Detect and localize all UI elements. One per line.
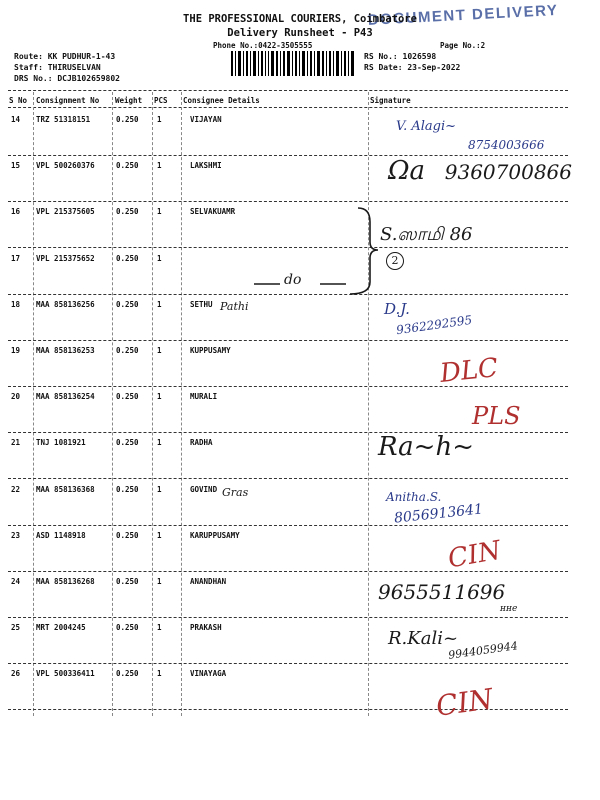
column-header-consignment: Consignment No <box>36 96 100 105</box>
handwritten-circled-count: 2 <box>386 252 404 270</box>
page-number: Page No.:2 <box>440 41 486 50</box>
row-pcs: 1 <box>157 530 162 540</box>
row-consignment-no: VPL 215375652 <box>36 253 95 263</box>
row-consignee: KUPPUSAMY <box>190 346 231 355</box>
row-pcs: 1 <box>157 207 162 217</box>
title-line-runsheet: Delivery Runsheet - P43 <box>227 27 373 39</box>
row-consignment-no: MAA 858136268 <box>36 577 95 586</box>
row-divider <box>8 155 568 156</box>
title-line-company: THE PROFESSIONAL COURIERS, Coimbatore <box>183 13 417 25</box>
row-sno: 20 <box>11 392 21 402</box>
row-consignment-no: MAA 858136254 <box>36 392 95 402</box>
signature-radha: Ra~h~ <box>378 432 474 462</box>
row-divider <box>8 571 568 572</box>
handwritten-phone-row14: 8754003666 <box>468 138 545 152</box>
row-consignment-no: ASD 1148918 <box>36 530 86 540</box>
row-consignment-no: MAA 858136253 <box>36 346 95 355</box>
row-pcs: 1 <box>157 392 162 402</box>
signature-prakash: R.Kali~ <box>388 628 459 649</box>
row-sno: 23 <box>11 530 21 540</box>
row-consignment-no: TRZ 51318151 <box>36 115 91 124</box>
signature-sethu: D.J. <box>384 300 410 318</box>
row-consignee: SETHU <box>190 299 213 309</box>
row-pcs: 1 <box>157 438 162 448</box>
row-divider <box>8 340 568 341</box>
row-divider <box>8 201 568 202</box>
handwritten-ditto: do <box>284 272 302 288</box>
row-weight: 0.250 <box>116 484 139 494</box>
runsheet-info-right <box>364 51 460 73</box>
row-sno: 26 <box>11 669 21 679</box>
signature-anandhan: ʜʜe <box>500 604 518 614</box>
row-sno: 21 <box>11 438 21 448</box>
row-weight: 0.250 <box>116 577 139 586</box>
row-consignee: LAKSHMI <box>190 161 222 171</box>
barcode-image <box>230 51 355 76</box>
row-divider <box>8 386 568 387</box>
signature-lakshmi: Ωa <box>388 156 426 186</box>
row-consignee: VINAYAGA <box>190 669 227 679</box>
handwritten-note-row26: CIN <box>433 682 496 723</box>
row-divider <box>8 663 568 664</box>
row-sno: 19 <box>11 346 21 355</box>
column-header-signature: Signature <box>370 96 411 105</box>
row-consignment-no: TNJ 1081921 <box>36 438 86 448</box>
column-header-weight: Weight <box>115 96 143 105</box>
row-sno: 16 <box>11 207 21 217</box>
row-consignee: VIJAYAN <box>190 115 222 124</box>
runsheet-info-left <box>14 51 120 84</box>
row-consignment-no: MAA 858136256 <box>36 299 95 309</box>
row-divider <box>8 247 568 248</box>
row-pcs: 1 <box>157 346 162 355</box>
row-consignment-no: MAA 858136368 <box>36 484 95 494</box>
row-divider <box>8 478 568 479</box>
row-consignment-no: MRT 2004245 <box>36 623 86 633</box>
row-pcs: 1 <box>157 299 162 309</box>
handwritten-phone-row25: 9944059944 <box>447 639 519 662</box>
row-weight: 0.250 <box>116 392 139 402</box>
row-consignment-no: VPL 500336411 <box>36 669 95 679</box>
drs-number: DRS No.: DCJB102659802 <box>14 74 120 83</box>
row-consignee: GOVIND <box>190 484 218 494</box>
column-header-sno: S No <box>9 96 28 105</box>
row-sno: 25 <box>11 623 21 633</box>
signature-govind: Anitha.S. <box>386 490 442 504</box>
row-weight: 0.250 <box>116 346 139 355</box>
row-weight: 0.250 <box>116 161 139 171</box>
row-pcs: 1 <box>157 161 162 171</box>
handwritten-phone-row18: 9362292595 <box>395 312 473 338</box>
row-divider <box>8 617 568 618</box>
row-consignee: SELVAKUAMR <box>190 207 236 217</box>
row-pcs: 1 <box>157 115 162 124</box>
handwritten-note-row19: DLC <box>438 353 500 389</box>
route-label: Route: KK PUDHUR-1-43 <box>14 52 116 61</box>
row-sno: 15 <box>11 161 21 171</box>
row-consignee: ANANDHAN <box>190 577 227 586</box>
handwritten-phone-row22: 8056913641 <box>393 501 484 527</box>
row-sno: 14 <box>11 115 21 124</box>
handwritten-phone-row24: 9655511696 <box>378 580 506 604</box>
row-pcs: 1 <box>157 623 162 633</box>
phone-number: Phone No.:0422-3505555 <box>213 41 313 50</box>
row-divider <box>8 525 568 526</box>
row-weight: 0.250 <box>116 438 139 448</box>
row-weight: 0.250 <box>116 207 139 217</box>
handwritten-phone-row15: 9360700866 <box>444 160 572 184</box>
row-pcs: 1 <box>157 484 162 494</box>
column-header-consignee: Consignee Details <box>183 96 260 105</box>
page-title <box>140 12 460 40</box>
row-weight: 0.250 <box>116 115 139 124</box>
row-sno: 22 <box>11 484 21 494</box>
row-divider <box>8 432 568 433</box>
row-pcs: 1 <box>157 253 162 263</box>
row-divider <box>8 294 568 295</box>
row-weight: 0.250 <box>116 669 139 679</box>
row-consignee: PRAKASH <box>190 623 222 633</box>
row-consignment-no: VPL 215375605 <box>36 207 95 217</box>
document-delivery-stamp: DOCUMENT DELIVERY <box>367 1 559 29</box>
column-header-pcs: PCS <box>154 96 168 105</box>
table-top-divider <box>8 90 568 91</box>
row-pcs: 1 <box>157 669 162 679</box>
row-weight: 0.250 <box>116 299 139 309</box>
handwritten-note-row23: CIN <box>445 535 504 575</box>
rs-date: RS Date: 23-Sep-2022 <box>364 63 461 72</box>
row-sno: 18 <box>11 299 21 309</box>
row-consignee: RADHA <box>190 438 213 448</box>
handwritten-name-note-row18: Pathi <box>220 300 249 313</box>
signature-vijayan: V. Alagi~ <box>396 119 457 134</box>
row-consignee: MURALI <box>190 392 218 402</box>
rs-number: RS No.: 1026598 <box>364 52 437 61</box>
handwritten-name-note-row22: Gras <box>222 486 249 499</box>
staff-label: Staff: THIRUSELVAN <box>14 63 101 72</box>
signature-selvakumar: S.ஸாமி 86 <box>380 224 473 245</box>
row-weight: 0.250 <box>116 623 139 633</box>
handwritten-note-row20: PLS <box>472 402 521 430</box>
row-weight: 0.250 <box>116 530 139 540</box>
row-weight: 0.250 <box>116 253 139 263</box>
row-sno: 17 <box>11 253 21 263</box>
row-sno: 24 <box>11 577 21 586</box>
row-consignee: KARUPPUSAMY <box>190 530 240 540</box>
row-consignment-no: VPL 500260376 <box>36 161 95 171</box>
row-pcs: 1 <box>157 577 162 586</box>
table-header-divider <box>8 107 568 108</box>
